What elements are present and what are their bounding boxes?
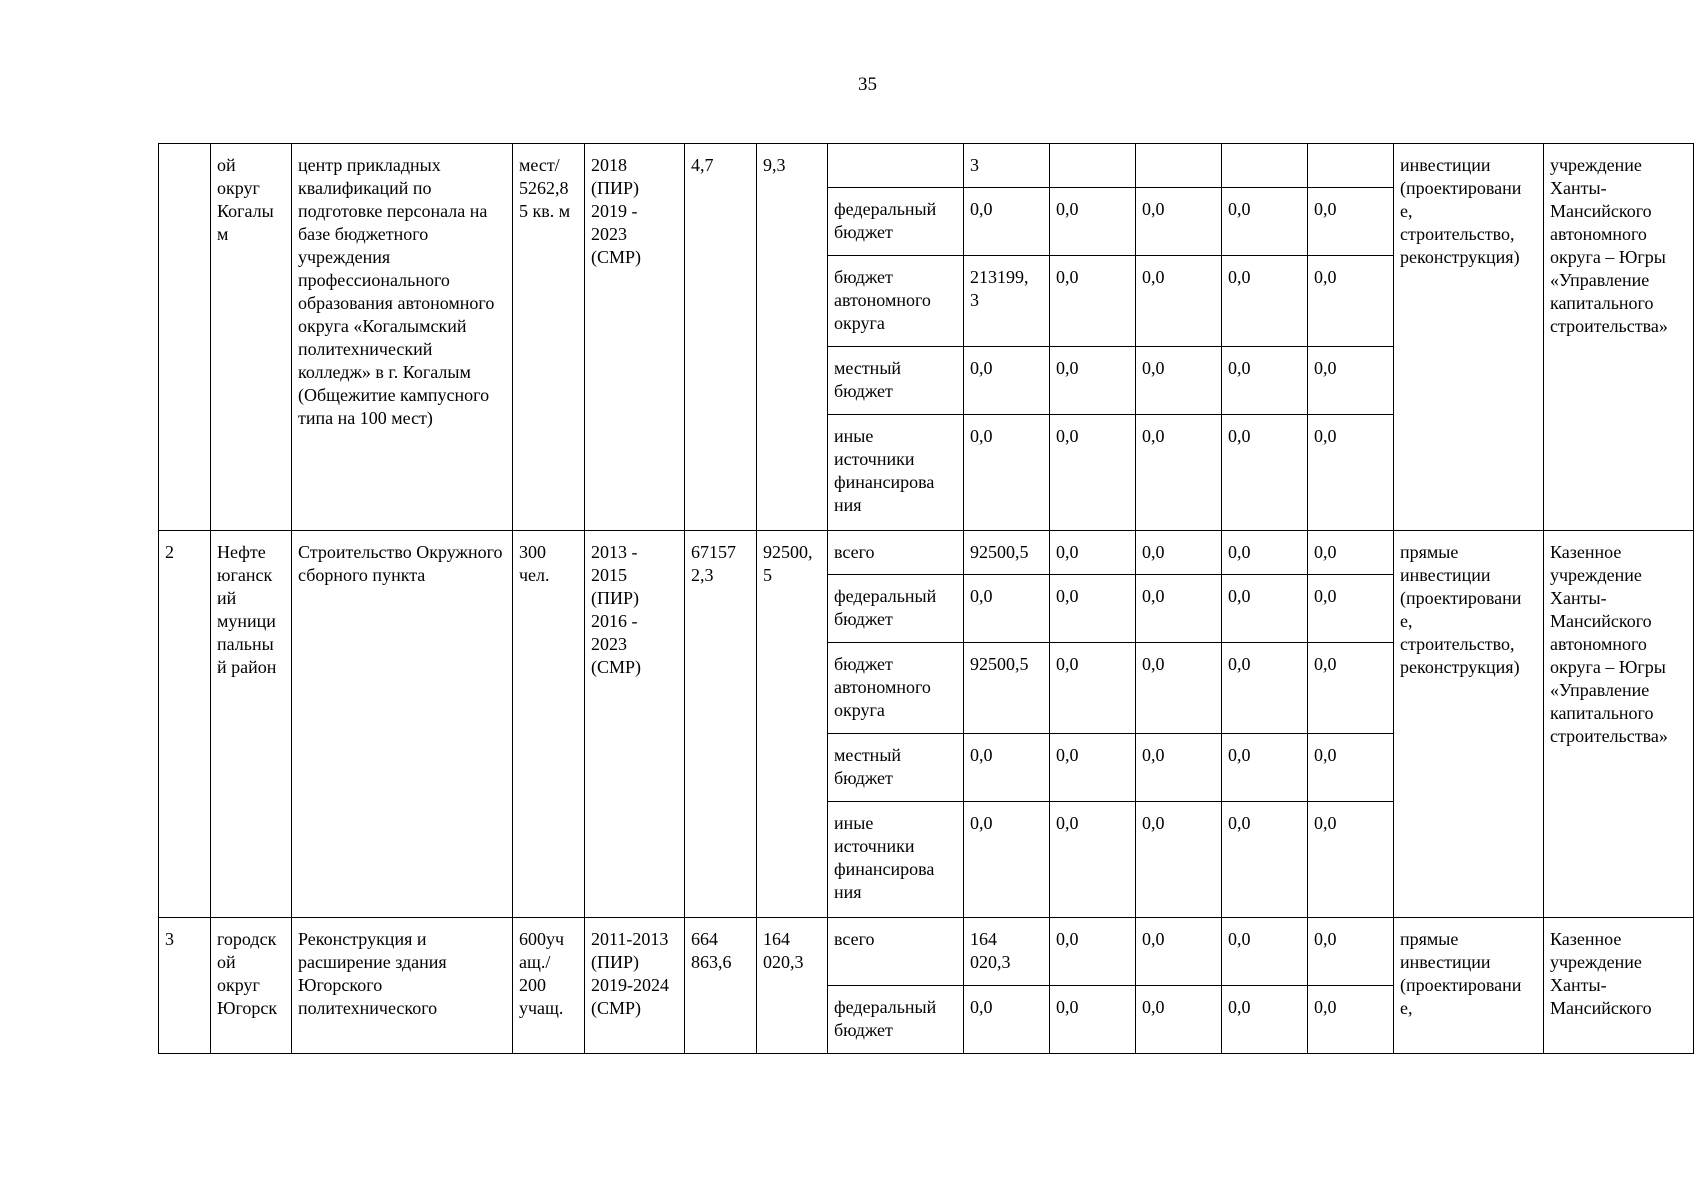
funding-source-cell-text: бюджет автономного округа <box>834 654 931 720</box>
funding-value-cell-text: 0,0 <box>1228 813 1251 833</box>
funding-value-cell <box>964 734 1050 802</box>
funding-value-cell-text: 0,0 <box>1228 997 1251 1017</box>
customer-cell <box>1544 531 1694 918</box>
funding-value-cell <box>964 802 1050 918</box>
funding-value-cell-text: 0,0 <box>1228 586 1251 606</box>
funding-source-cell <box>828 575 964 643</box>
funding-value-cell-text: 0,0 <box>1228 745 1251 765</box>
funding-value-cell-text: 0,0 <box>970 426 993 446</box>
funding-value-cell-text: 0,0 <box>1142 745 1165 765</box>
funding-value-cell-text: 0,0 <box>970 199 993 219</box>
table-row <box>159 918 1694 986</box>
period-cell-text: 2013 - 2015 (ПИР) 2016 - 2023 (СМР) <box>591 542 642 677</box>
customer-cell-text: учреждение Ханты- Мансийского автономного округа – Югры «Управление капитального строительства» <box>1550 155 1668 336</box>
funding-source-cell <box>828 802 964 918</box>
remaining-cost-cell-text: 92500, 5 <box>763 542 813 585</box>
customer-cell <box>1544 918 1694 1054</box>
funding-source-cell <box>828 144 964 188</box>
funding-value-cell-text: 0,0 <box>1056 542 1079 562</box>
estimated-cost-cell <box>685 144 757 531</box>
funding-value-cell <box>1050 643 1136 734</box>
funding-value-cell-text: 0,0 <box>1142 542 1165 562</box>
period-cell <box>585 531 685 918</box>
funding-value-cell <box>1308 144 1394 188</box>
funding-value-cell-text: 0,0 <box>1228 199 1251 219</box>
funding-value-cell-text: 0,0 <box>1228 654 1251 674</box>
object-name-cell <box>292 531 513 918</box>
funding-value-cell-text: 0,0 <box>970 745 993 765</box>
funding-value-cell-text: 0,0 <box>1142 199 1165 219</box>
municipality-cell <box>211 918 292 1054</box>
municipality-cell-text: ой округ Когалы м <box>217 155 274 244</box>
funding-value-cell-text: 0,0 <box>1228 426 1251 446</box>
funding-value-cell-text: 0,0 <box>1142 997 1165 1017</box>
estimated-cost-cell <box>685 918 757 1054</box>
funding-source-cell <box>828 347 964 415</box>
funding-source-cell <box>828 918 964 986</box>
funding-value-cell-text: 0,0 <box>1142 929 1165 949</box>
funding-value-cell <box>1222 144 1308 188</box>
funding-source-cell <box>828 188 964 256</box>
funding-value-cell-text: 0,0 <box>1142 813 1165 833</box>
customer-cell-text: Казенное учреждение Ханты- Мансийского <box>1550 929 1652 1018</box>
funding-source-cell-text: всего <box>834 542 875 562</box>
funding-value-cell-text: 0,0 <box>1056 267 1079 287</box>
estimated-cost-cell-text: 4,7 <box>691 155 714 175</box>
mechanism-cell-text: прямые инвестиции (проектировани е, <box>1400 929 1522 1018</box>
funding-source-cell-text: федеральный бюджет <box>834 997 937 1040</box>
funding-value-cell <box>964 986 1050 1054</box>
funding-value-cell <box>1222 575 1308 643</box>
funding-value-cell <box>1050 986 1136 1054</box>
funding-value-cell-text: 0,0 <box>1056 199 1079 219</box>
funding-value-cell-text: 0,0 <box>1314 542 1337 562</box>
funding-value-cell <box>1050 734 1136 802</box>
funding-value-cell-text: 0,0 <box>1142 426 1165 446</box>
funding-value-cell <box>964 144 1050 188</box>
customer-cell-text: Казенное учреждение Ханты- Мансийского автономного округа – Югры «Управление капитального строительства» <box>1550 542 1668 746</box>
municipality-cell <box>211 531 292 918</box>
funding-value-cell-text: 92500,5 <box>970 654 1029 674</box>
funding-value-cell-text: 0,0 <box>1314 654 1337 674</box>
funding-value-cell-text: 0,0 <box>1314 929 1337 949</box>
funding-value-cell <box>1222 531 1308 575</box>
funding-source-cell-text: иные источники финансирова ния <box>834 426 935 515</box>
funding-value-cell <box>1136 986 1222 1054</box>
funding-source-cell <box>828 986 964 1054</box>
funding-value-cell <box>1136 643 1222 734</box>
funding-value-cell-text: 0,0 <box>970 813 993 833</box>
funding-value-cell <box>1222 802 1308 918</box>
funding-value-cell-text: 0,0 <box>1314 426 1337 446</box>
funding-value-cell <box>1050 531 1136 575</box>
funding-value-cell-text: 0,0 <box>1314 267 1337 287</box>
funding-value-cell <box>1136 347 1222 415</box>
mechanism-cell <box>1394 918 1544 1054</box>
funding-value-cell-text: 0,0 <box>1056 358 1079 378</box>
funding-value-cell <box>1222 415 1308 531</box>
funding-value-cell-text: 0,0 <box>1228 267 1251 287</box>
period-cell-text: 2018 (ПИР) 2019 - 2023 (СМР) <box>591 155 642 267</box>
funding-value-cell-text: 0,0 <box>1314 745 1337 765</box>
object-name-cell-text: Строительство Окружного сборного пункта <box>298 542 503 585</box>
funding-source-cell <box>828 256 964 347</box>
funding-value-cell <box>964 918 1050 986</box>
municipality-cell-text: Нефте юганск ий муници пальны й район <box>217 542 277 677</box>
capacity-cell <box>513 144 585 531</box>
funding-value-cell-text: 0,0 <box>970 997 993 1017</box>
customer-cell <box>1544 144 1694 531</box>
remaining-cost-cell <box>757 531 828 918</box>
funding-value-cell <box>1308 643 1394 734</box>
funding-value-cell-text: 92500,5 <box>970 542 1029 562</box>
funding-value-cell-text: 0,0 <box>1142 654 1165 674</box>
capacity-cell <box>513 918 585 1054</box>
funding-value-cell-text: 213199, 3 <box>970 267 1029 310</box>
period-cell <box>585 918 685 1054</box>
funding-value-cell-text: 0,0 <box>1142 267 1165 287</box>
funding-value-cell-text: 0,0 <box>1056 654 1079 674</box>
funding-value-cell <box>1136 531 1222 575</box>
funding-value-cell-text: 0,0 <box>1056 997 1079 1017</box>
funding-value-cell-text: 0,0 <box>1314 358 1337 378</box>
funding-value-cell-text: 0,0 <box>1056 813 1079 833</box>
funding-value-cell <box>1050 918 1136 986</box>
table-body <box>159 144 1694 1054</box>
funding-value-cell <box>1222 918 1308 986</box>
row-number-cell-text: 3 <box>165 929 174 949</box>
remaining-cost-cell-text: 9,3 <box>763 155 786 175</box>
table-row <box>159 144 1694 188</box>
funding-value-cell <box>1136 734 1222 802</box>
table-row <box>159 531 1694 575</box>
row-number-cell <box>159 918 211 1054</box>
funding-value-cell-text: 0,0 <box>1314 813 1337 833</box>
funding-value-cell <box>964 256 1050 347</box>
funding-value-cell-text: 0,0 <box>970 586 993 606</box>
funding-value-cell-text: 0,0 <box>1228 358 1251 378</box>
object-name-cell <box>292 918 513 1054</box>
funding-source-cell-text: федеральный бюджет <box>834 586 937 629</box>
funding-value-cell <box>1222 256 1308 347</box>
object-name-cell-text: центр прикладных квалификаций по подготовке персонала на базе бюджетного учреждения профессионального образования автономного округа «Когалымский политехнический колледж» в г. Когалым (Общежитие кампусного типа на 100 мест) <box>298 155 495 428</box>
funding-value-cell <box>1222 188 1308 256</box>
funding-source-cell <box>828 415 964 531</box>
funding-value-cell <box>1222 986 1308 1054</box>
funding-value-cell-text: 0,0 <box>1056 586 1079 606</box>
capacity-cell-text: 600уч ащ./ 200 учащ. <box>519 929 565 1018</box>
funding-value-cell <box>1308 575 1394 643</box>
capacity-cell-text: мест/ 5262,8 5 кв. м <box>519 155 571 221</box>
funding-value-cell <box>1050 256 1136 347</box>
funding-value-cell <box>1222 347 1308 415</box>
funding-value-cell <box>1136 188 1222 256</box>
funding-value-cell <box>1308 256 1394 347</box>
funding-source-cell-text: бюджет автономного округа <box>834 267 931 333</box>
mechanism-cell <box>1394 531 1544 918</box>
estimated-cost-cell-text: 67157 2,3 <box>691 542 736 585</box>
capacity-cell-text: 300 чел. <box>519 542 550 585</box>
row-number-cell <box>159 531 211 918</box>
object-name-cell-text: Реконструкция и расширение здания Югорского политехнического <box>298 929 447 1018</box>
remaining-cost-cell <box>757 144 828 531</box>
funding-value-cell-text: 0,0 <box>1228 542 1251 562</box>
funding-value-cell <box>964 188 1050 256</box>
funding-value-cell <box>1136 256 1222 347</box>
estimated-cost-cell-text: 664 863,6 <box>691 929 732 972</box>
funding-value-cell-text: 0,0 <box>1142 586 1165 606</box>
funding-value-cell <box>1136 918 1222 986</box>
funding-value-cell-text: 3 <box>970 155 979 175</box>
funding-value-cell-text: 164 020,3 <box>970 929 1011 972</box>
funding-source-cell-text: местный бюджет <box>834 358 902 401</box>
funding-value-cell <box>964 347 1050 415</box>
remaining-cost-cell-text: 164 020,3 <box>763 929 804 972</box>
funding-source-cell-text: иные источники финансирова ния <box>834 813 935 902</box>
funding-value-cell <box>1050 802 1136 918</box>
municipality-cell <box>211 144 292 531</box>
funding-source-cell-text: местный бюджет <box>834 745 902 788</box>
remaining-cost-cell <box>757 918 828 1054</box>
funding-value-cell-text: 0,0 <box>1056 426 1079 446</box>
funding-value-cell <box>1222 643 1308 734</box>
funding-value-cell-text: 0,0 <box>1314 199 1337 219</box>
funding-value-cell <box>1308 986 1394 1054</box>
funding-value-cell <box>1136 575 1222 643</box>
funding-source-cell-text: федеральный бюджет <box>834 199 937 242</box>
funding-value-cell-text: 0,0 <box>1228 929 1251 949</box>
mechanism-cell-text: инвестиции (проектировани е, строительство, реконструкция) <box>1400 155 1522 267</box>
funding-value-cell <box>1308 802 1394 918</box>
row-number-cell <box>159 144 211 531</box>
funding-value-cell <box>1050 188 1136 256</box>
funding-value-cell <box>1308 415 1394 531</box>
funding-value-cell <box>964 415 1050 531</box>
funding-value-cell-text: 0,0 <box>1314 997 1337 1017</box>
page-number: 35 <box>858 74 877 95</box>
mechanism-cell <box>1394 144 1544 531</box>
municipality-cell-text: городск ой округ Югорск <box>217 929 278 1018</box>
estimated-cost-cell <box>685 531 757 918</box>
funding-value-cell <box>1050 415 1136 531</box>
row-number-cell-text: 2 <box>165 542 174 562</box>
funding-value-cell-text: 0,0 <box>1056 929 1079 949</box>
funding-source-cell <box>828 531 964 575</box>
funding-value-cell <box>1136 802 1222 918</box>
funding-value-cell <box>1308 918 1394 986</box>
funding-value-cell <box>964 575 1050 643</box>
funding-source-cell <box>828 643 964 734</box>
funding-value-cell-text: 0,0 <box>1142 358 1165 378</box>
period-cell-text: 2011-2013 (ПИР) 2019-2024 (СМР) <box>591 929 669 1018</box>
funding-source-cell-text: всего <box>834 929 875 949</box>
funding-value-cell-text: 0,0 <box>1314 586 1337 606</box>
funding-value-cell <box>964 643 1050 734</box>
funding-value-cell <box>1136 415 1222 531</box>
funding-value-cell <box>1050 144 1136 188</box>
funding-value-cell <box>1050 347 1136 415</box>
funding-value-cell <box>1222 734 1308 802</box>
funding-value-cell <box>1050 575 1136 643</box>
objects-table <box>158 143 1694 1054</box>
mechanism-cell-text: прямые инвестиции (проектировани е, строительство, реконструкция) <box>1400 542 1522 677</box>
object-name-cell <box>292 144 513 531</box>
funding-value-cell-text: 0,0 <box>970 358 993 378</box>
funding-source-cell <box>828 734 964 802</box>
funding-value-cell-text: 0,0 <box>1056 745 1079 765</box>
funding-value-cell <box>1308 734 1394 802</box>
funding-value-cell <box>1308 188 1394 256</box>
funding-value-cell <box>1308 531 1394 575</box>
funding-value-cell <box>1136 144 1222 188</box>
funding-value-cell <box>964 531 1050 575</box>
capacity-cell <box>513 531 585 918</box>
funding-value-cell <box>1308 347 1394 415</box>
period-cell <box>585 144 685 531</box>
